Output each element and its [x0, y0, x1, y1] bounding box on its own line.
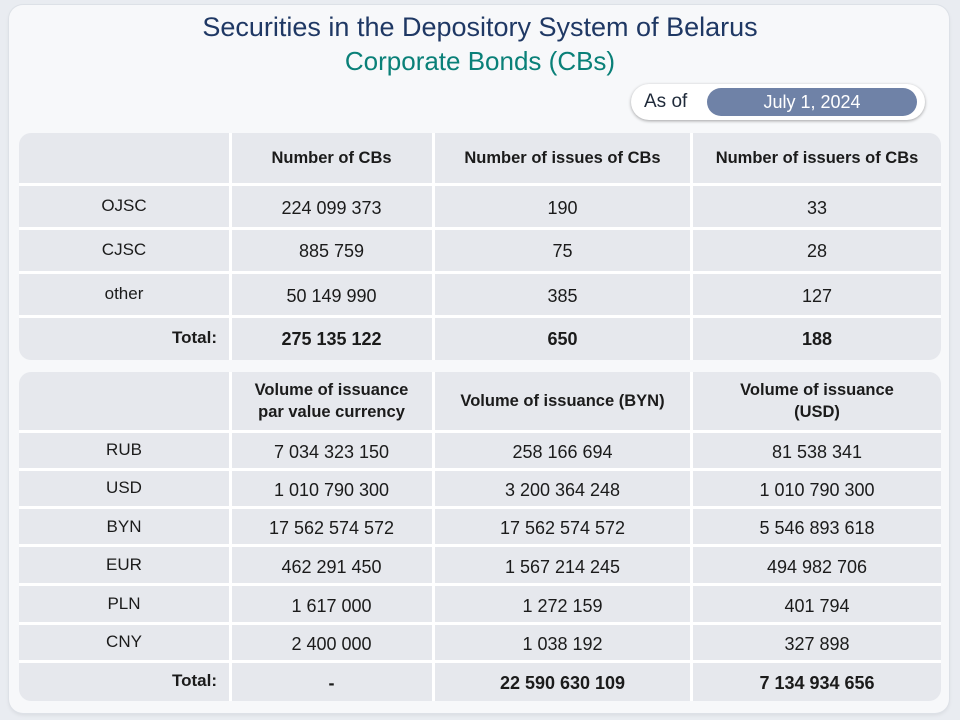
table-cell: 1 617 000 [291, 595, 372, 616]
column-divider [432, 372, 435, 701]
table-cell: 3 200 364 248 [504, 479, 621, 500]
column-divider [432, 133, 435, 360]
row-divider [19, 622, 941, 625]
column-divider [229, 133, 232, 360]
table-cell: 28 [806, 240, 828, 261]
table-cell: 17 562 574 572 [268, 517, 395, 538]
page-subtitle: Corporate Bonds (CBs) [344, 46, 616, 76]
row-divider [19, 660, 941, 663]
total-label: Total: [171, 328, 217, 347]
column-header [231, 372, 432, 430]
table-cell: 17 562 574 572 [499, 517, 626, 538]
total-cell: 275 135 122 [281, 328, 382, 349]
table-cell: 401 794 [784, 595, 850, 616]
table-cell: 1 010 790 300 [273, 479, 390, 500]
page-title: Securities in the Depository System of Belarus [202, 12, 758, 42]
row-label: RUB [106, 440, 142, 459]
cb-count-table [19, 133, 941, 360]
row-divider [19, 506, 941, 509]
table-cell: 1 567 214 245 [504, 556, 621, 577]
table-cell: 7 034 323 150 [273, 441, 390, 462]
table-cell: 1 010 790 300 [759, 479, 875, 500]
column-divider [690, 133, 693, 360]
column-header: Number of issues of CBs [464, 149, 661, 167]
total-label: Total: [171, 671, 217, 690]
column-header-line: (USD) [794, 403, 840, 421]
as-of-date-pill[interactable]: July 1, 2024 [707, 88, 917, 116]
row-divider [19, 271, 941, 274]
table-cell: 494 982 706 [766, 556, 868, 577]
column-header-line: par value currency [258, 403, 405, 421]
table-cell: 5 546 893 618 [759, 517, 875, 538]
column-header: Number of issuers of CBs [715, 149, 919, 167]
table-cell: 50 149 990 [286, 285, 377, 306]
total-cell: 650 [547, 328, 578, 349]
row-label: PLN [107, 594, 141, 613]
row-label: CNY [106, 632, 142, 651]
column-header-line: Volume of issuance [254, 381, 409, 399]
table-cell: 258 166 694 [512, 441, 613, 462]
as-of-label: As of [644, 91, 688, 112]
row-divider [19, 583, 941, 586]
row-divider [19, 227, 941, 230]
column-header [693, 372, 941, 430]
as-of-date-selector[interactable] [631, 84, 925, 120]
column-divider [229, 372, 232, 701]
table-cell: 33 [806, 197, 828, 218]
row-label: OJSC [101, 196, 147, 215]
row-divider [19, 544, 941, 547]
table-cell: 1 038 192 [522, 633, 603, 654]
table-cell: 327 898 [784, 633, 850, 654]
row-label: CJSC [101, 240, 147, 259]
column-header-line: Volume of issuance [740, 381, 894, 399]
table-cell: 462 291 450 [281, 556, 382, 577]
column-header: Number of CBs [271, 149, 392, 167]
table-cell: 1 272 159 [522, 595, 603, 616]
total-cell: - [328, 672, 335, 693]
column-header: Volume of issuance (BYN) [460, 392, 665, 410]
row-label: EUR [106, 555, 142, 574]
table-cell: 385 [547, 285, 578, 306]
table-cell: 224 099 373 [281, 197, 382, 218]
table-cell: 75 [552, 240, 573, 261]
column-divider [690, 372, 693, 701]
row-label: other [104, 284, 144, 303]
row-label: USD [106, 478, 142, 497]
row-divider [19, 315, 941, 318]
table-cell: 190 [547, 197, 578, 218]
row-divider [19, 183, 941, 186]
row-divider [19, 430, 941, 433]
table-cell: 885 759 [298, 240, 365, 261]
table-cell: 127 [801, 285, 833, 306]
row-label: BYN [106, 516, 142, 536]
table-cell: 2 400 000 [291, 633, 372, 654]
cb-volume-table [19, 372, 941, 701]
total-cell: 188 [801, 328, 833, 349]
row-divider [19, 468, 941, 471]
total-cell: 22 590 630 109 [499, 672, 626, 693]
total-cell: 7 134 934 656 [759, 672, 875, 693]
table-cell: 81 538 341 [771, 441, 863, 462]
